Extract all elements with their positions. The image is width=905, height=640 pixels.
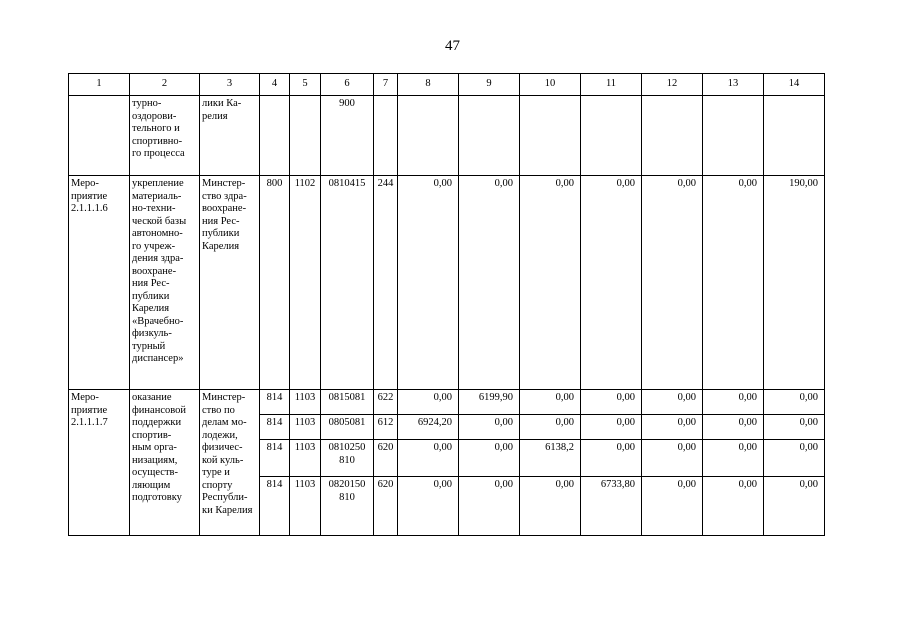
- cell-grbs: 814: [260, 440, 290, 477]
- cell-value: 0,00: [703, 390, 764, 415]
- cell-executor: лики Ка- релия: [200, 96, 260, 176]
- cell-value: 6199,90: [459, 390, 520, 415]
- cell-vr: 622: [374, 390, 398, 415]
- column-header: 12: [642, 74, 703, 96]
- cell-value: 0,00: [703, 477, 764, 536]
- cell-value: 0,00: [398, 477, 459, 536]
- cell-value: 0,00: [398, 176, 459, 390]
- cell-value: [764, 96, 825, 176]
- header-row: [69, 74, 825, 96]
- cell-csr: 900: [321, 96, 374, 176]
- cell-executor: Минстер- ство по делам мо- лодежи, физичес- кой куль- туре и спорту Республи- ки Карелия: [200, 390, 260, 536]
- cell-value: 0,00: [642, 176, 703, 390]
- page-number: 47: [445, 38, 460, 54]
- cell-value: 0,00: [459, 176, 520, 390]
- cell-grbs: 800: [260, 176, 290, 390]
- cell-measure: Меро- приятие 2.1.1.1.7: [69, 390, 130, 536]
- cell-value: 0,00: [459, 477, 520, 536]
- cell-value: 0,00: [520, 176, 581, 390]
- cell-value: 0,00: [581, 440, 642, 477]
- cell-value: 0,00: [520, 415, 581, 440]
- cell-value: [703, 96, 764, 176]
- table-row: [69, 176, 825, 390]
- column-header: 9: [459, 74, 520, 96]
- column-header: 13: [703, 74, 764, 96]
- cell-csr: 0805081: [321, 415, 374, 440]
- cell-vr: 612: [374, 415, 398, 440]
- cell-csr: 0820150 810: [321, 477, 374, 536]
- cell-value: 6733,80: [581, 477, 642, 536]
- cell-value: [581, 96, 642, 176]
- cell-value: 0,00: [703, 415, 764, 440]
- cell-csr: 0810250 810: [321, 440, 374, 477]
- column-header: 1: [69, 74, 130, 96]
- cell-csr: 0815081: [321, 390, 374, 415]
- cell-grbs: 814: [260, 390, 290, 415]
- cell-value: 0,00: [764, 415, 825, 440]
- cell-value: 0,00: [398, 440, 459, 477]
- cell-rzpr: 1102: [290, 176, 321, 390]
- column-header: 10: [520, 74, 581, 96]
- column-header: 5: [290, 74, 321, 96]
- cell-grbs: 814: [260, 477, 290, 536]
- cell-measure: [69, 96, 130, 176]
- cell-value: 0,00: [703, 440, 764, 477]
- cell-value: 0,00: [642, 477, 703, 536]
- column-header: 8: [398, 74, 459, 96]
- cell-description: укрепление материаль- но-техни- ческой базы автономно- го учреж- дения здра- воохране- ния Рес- публики Карелия «Врачебно- физкуль- турный диспансер»: [130, 176, 200, 390]
- cell-value: 0,00: [398, 390, 459, 415]
- column-header: 6: [321, 74, 374, 96]
- cell-rzpr: 1103: [290, 440, 321, 477]
- cell-vr: [374, 96, 398, 176]
- table-row: [69, 390, 825, 415]
- cell-value: 6138,2: [520, 440, 581, 477]
- cell-vr: 620: [374, 440, 398, 477]
- column-header: 3: [200, 74, 260, 96]
- cell-value: 0,00: [642, 415, 703, 440]
- cell-value: 6924,20: [398, 415, 459, 440]
- budget-table: [68, 73, 825, 536]
- cell-value: [398, 96, 459, 176]
- cell-grbs: 814: [260, 415, 290, 440]
- cell-value: [642, 96, 703, 176]
- cell-measure: Меро- приятие 2.1.1.1.6: [69, 176, 130, 390]
- cell-value: 0,00: [764, 390, 825, 415]
- column-header: 2: [130, 74, 200, 96]
- cell-value: 0,00: [764, 477, 825, 536]
- cell-rzpr: 1103: [290, 477, 321, 536]
- cell-value: 0,00: [581, 415, 642, 440]
- cell-value: 0,00: [581, 390, 642, 415]
- cell-vr: 620: [374, 477, 398, 536]
- column-header: 7: [374, 74, 398, 96]
- cell-rzpr: 1103: [290, 390, 321, 415]
- cell-executor: Минстер- ство здра- воохране- ния Рес- публики Карелия: [200, 176, 260, 390]
- column-header: 14: [764, 74, 825, 96]
- cell-value: 190,00: [764, 176, 825, 390]
- cell-description: турно- оздорови- тельного и спортивно- го процесса: [130, 96, 200, 176]
- cell-vr: 244: [374, 176, 398, 390]
- cell-rzpr: [290, 96, 321, 176]
- cell-rzpr: 1103: [290, 415, 321, 440]
- table-row: [69, 96, 825, 176]
- column-header: 4: [260, 74, 290, 96]
- cell-grbs: [260, 96, 290, 176]
- cell-value: 0,00: [764, 440, 825, 477]
- cell-value: [520, 96, 581, 176]
- cell-value: 0,00: [581, 176, 642, 390]
- cell-value: 0,00: [520, 390, 581, 415]
- cell-description: оказание финансовой поддержки спортив- ным орга- низациям, осуществ- ляющим подготовку: [130, 390, 200, 536]
- cell-value: [459, 96, 520, 176]
- cell-value: 0,00: [703, 176, 764, 390]
- cell-value: 0,00: [459, 440, 520, 477]
- cell-csr: 0810415: [321, 176, 374, 390]
- column-header: 11: [581, 74, 642, 96]
- cell-value: 0,00: [520, 477, 581, 536]
- cell-value: 0,00: [459, 415, 520, 440]
- cell-value: 0,00: [642, 390, 703, 415]
- cell-value: 0,00: [642, 440, 703, 477]
